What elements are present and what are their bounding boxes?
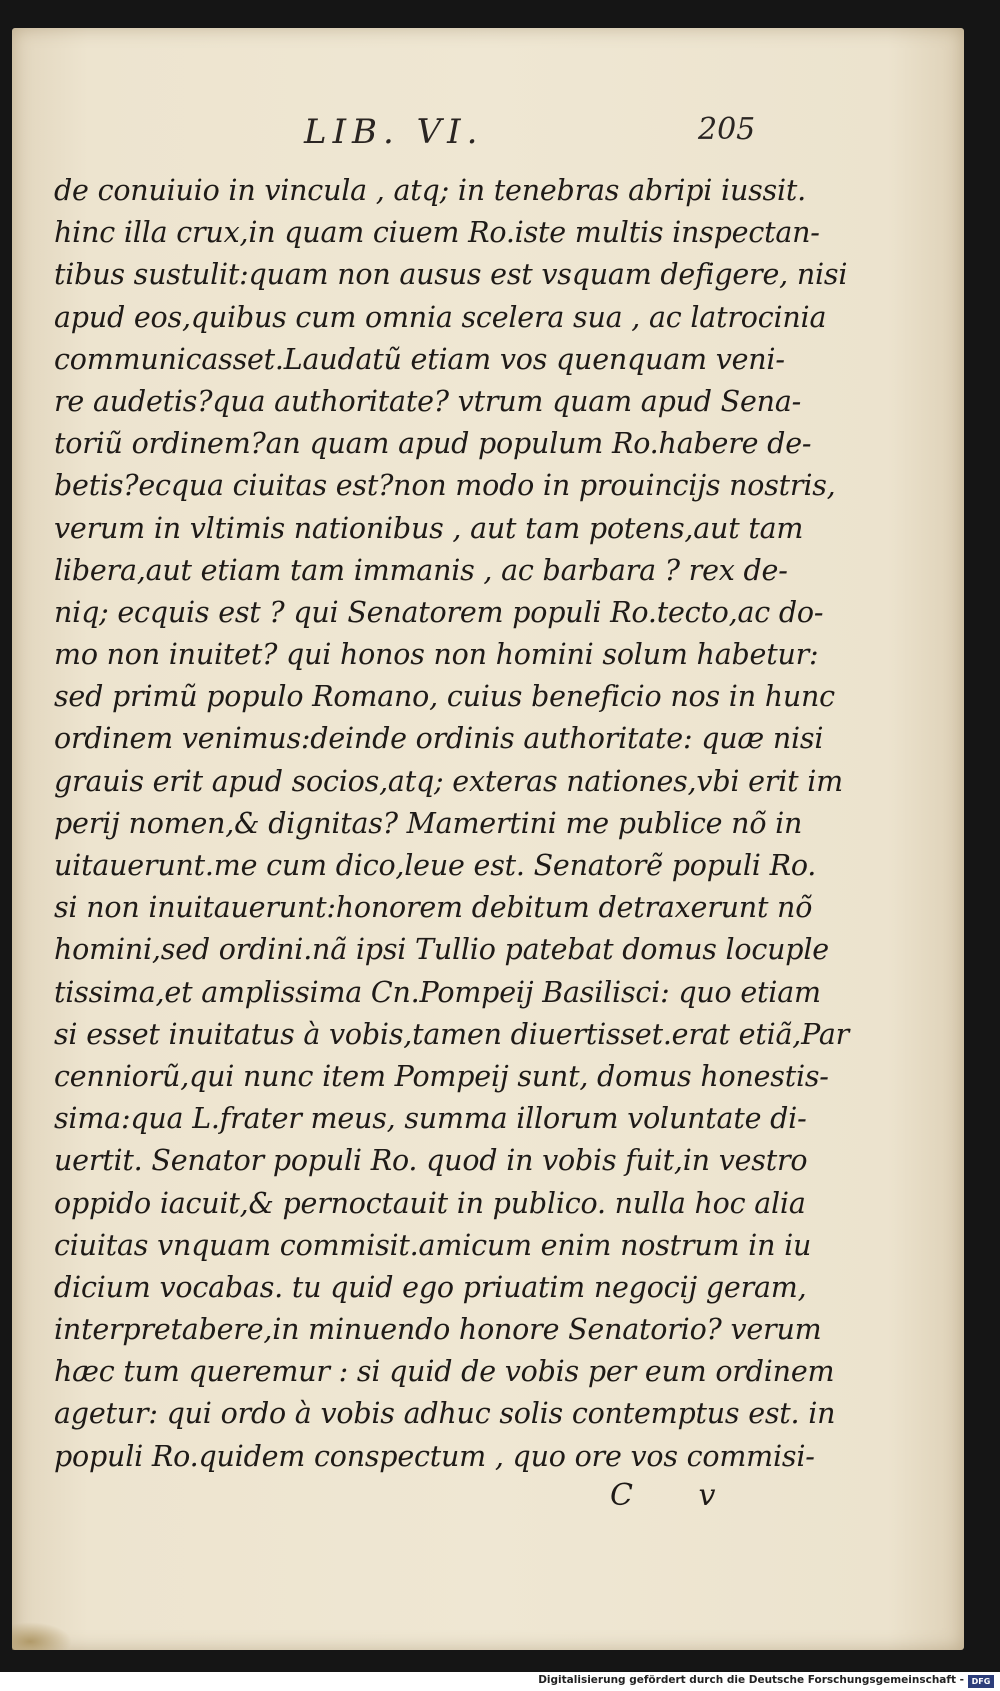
text-line: si esset inuitatus à vobis,tamen diuertisset.erat etiã,Par	[54, 1017, 850, 1051]
text-line: sima:qua L.frater meus, summa illorum voluntate di-	[54, 1102, 807, 1136]
text-line: homini,sed ordini.nã ipsi Tullio patebat domus locuple	[54, 933, 829, 967]
text-line: apud eos,quibus cum omnia scelera sua , ac latrocinia	[54, 300, 827, 334]
signature-mark: C v	[610, 1478, 744, 1513]
text-line: communicasset.Laudatũ etiam vos quenquam veni-	[54, 342, 785, 376]
body-text	[54, 170, 884, 1478]
text-line: de conuiuio in vincula , atq; in tenebras abripi iussit.	[54, 174, 807, 207]
text-line: ciuitas vnquam commisit.amicum enim nostrum in iu	[54, 1228, 812, 1262]
running-head-title: LIB. VI.	[304, 112, 484, 152]
text-line: oppido iacuit,& pernoctauit in publico. nulla hoc alia	[54, 1186, 806, 1220]
running-head	[12, 112, 964, 162]
text-line: tissima,et amplissima Cn.Pompeij Basilisci: quo etiam	[54, 975, 821, 1009]
text-line: toriũ ordinem?an quam apud populum Ro.habere de-	[54, 427, 812, 461]
page-number: 205	[698, 112, 756, 147]
text-line: interpretabere,in minuendo honore Senatorio? verum	[54, 1313, 822, 1347]
book-page	[12, 28, 964, 1650]
text-line: agetur: qui ordo à vobis adhuc solis contemptus est. in	[54, 1397, 836, 1431]
dfg-logo-icon: DFG	[968, 1675, 994, 1688]
text-line: verum in vltimis nationibus , aut tam potens,aut tam	[54, 511, 804, 545]
text-line: ordinem venimus:deinde ordinis authoritate: quæ nisi	[54, 722, 824, 756]
text-line: hæc tum queremur : si quid de vobis per eum ordinem	[54, 1355, 835, 1389]
text-line: niq; ecquis est ? qui Senatorem populi Ro.tecto,ac do-	[54, 595, 824, 629]
text-line: betis?ecqua ciuitas est?non modo in prouincijs nostris,	[54, 469, 836, 503]
text-line: re audetis?qua authoritate? vtrum quam apud Sena-	[54, 384, 802, 418]
text-line: hinc illa crux,in quam ciuem Ro.iste multis inspectan-	[54, 216, 820, 250]
text-line: uitauerunt.me cum dico,leue est. Senatorẽ populi Ro.	[54, 849, 817, 882]
text-line: populi Ro.quidem conspectum , quo ore vos commisi-	[54, 1439, 815, 1473]
text-line: cenniorũ,qui nunc item Pompeij sunt, domus honestis-	[54, 1059, 829, 1093]
footer-bar	[0, 1672, 1000, 1691]
text-line: uertit. Senator populi Ro. quod in vobis fuit,in vestro	[54, 1144, 808, 1178]
text-line: tibus sustulit:quam non ausus est vsquam defigere, nisi	[54, 258, 848, 292]
funding-credit: Digitalisierung gefördert durch die Deutsche Forschungsgemeinschaft -	[538, 1674, 964, 1686]
text-line: grauis erit apud socios,atq; exteras nationes,vbi erit im	[54, 764, 843, 798]
text-line: perij nomen,& dignitas? Mamertini me publice nõ in	[54, 806, 803, 840]
text-line: si non inuitauerunt:honorem debitum detraxerunt nõ	[54, 891, 813, 925]
text-line: mo non inuitet? qui honos non homini solum habetur:	[54, 638, 819, 672]
page-stain	[12, 1622, 72, 1650]
text-line: dicium vocabas. tu quid ego priuatim negocij geram,	[54, 1270, 807, 1304]
text-line: libera,aut etiam tam immanis , ac barbara ? rex de-	[54, 553, 788, 587]
text-line: sed primũ populo Romano, cuius beneficio nos in hunc	[54, 680, 835, 714]
